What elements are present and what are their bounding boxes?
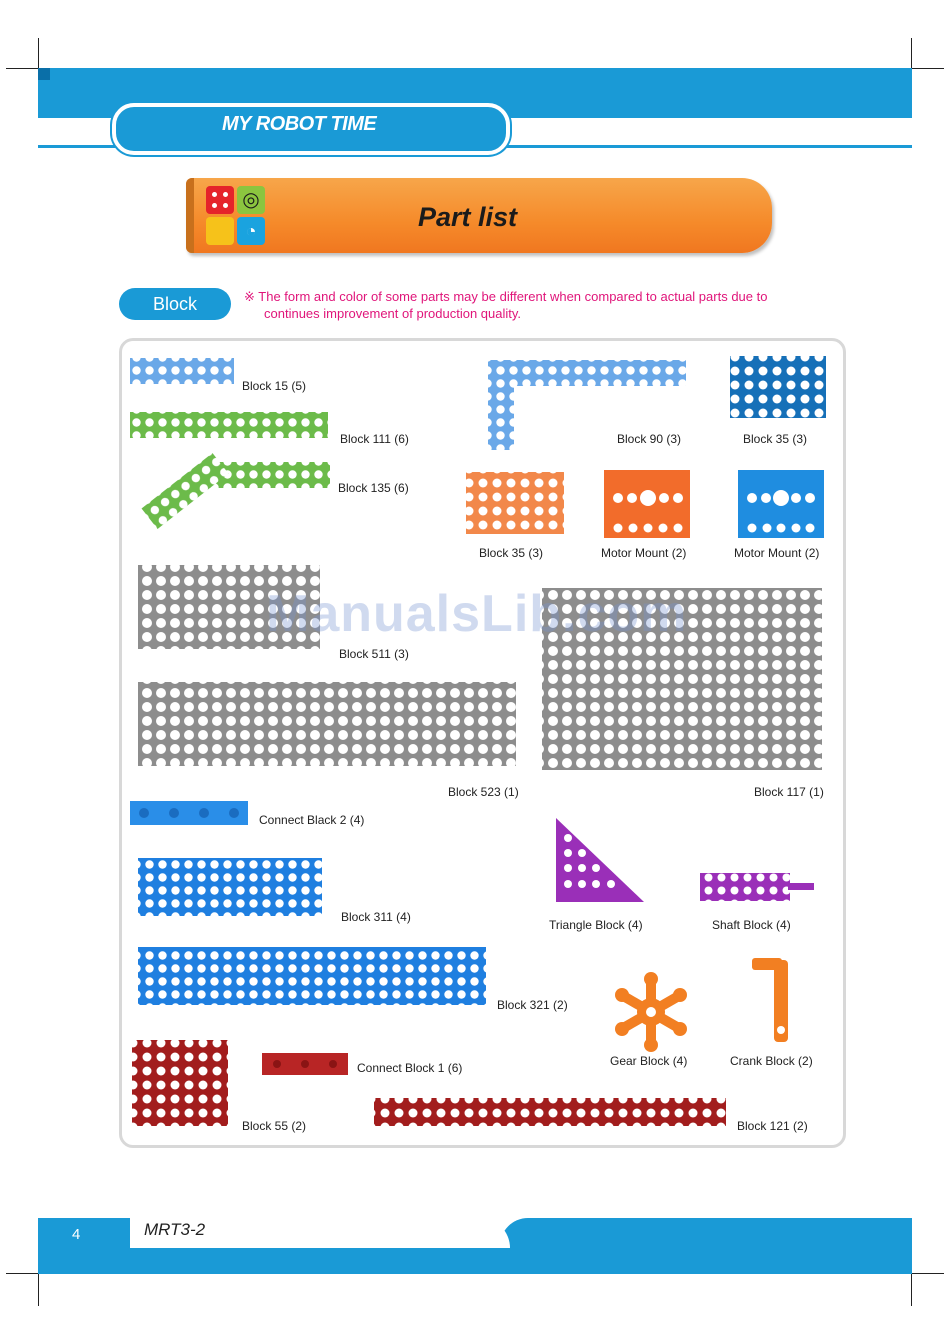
part-label: Triangle Block (4) xyxy=(549,918,643,932)
target-icon: ◎ xyxy=(237,186,265,214)
part-block-523 xyxy=(138,682,516,766)
part-motor-mount-orange xyxy=(604,470,690,538)
part-label: Block 523 (1) xyxy=(448,785,519,799)
header-title: MY ROBOT TIME xyxy=(222,113,377,135)
part-label: Block 55 (2) xyxy=(242,1119,307,1133)
footer-left-block xyxy=(38,1218,130,1246)
part-label: Motor Mount (2) xyxy=(734,546,820,560)
part-shaft-block xyxy=(700,873,814,901)
section-label: Block xyxy=(119,288,231,320)
part-triangle-block xyxy=(556,818,644,902)
page-number: 4 xyxy=(72,1226,81,1243)
part-block-15 xyxy=(130,358,234,384)
part-block-121 xyxy=(374,1098,726,1126)
part-label: Block 117 (1) xyxy=(754,785,824,799)
notice-line-2: continues improvement of production quality. xyxy=(264,306,522,321)
part-label: Block 35 (3) xyxy=(479,546,544,560)
part-block-35-orange xyxy=(466,472,564,534)
part-label: Block 511 (3) xyxy=(339,647,409,661)
part-label: Crank Block (2) xyxy=(730,1054,813,1068)
footer-right-block xyxy=(500,1218,912,1246)
part-label: Connect Block 1 (6) xyxy=(357,1061,463,1075)
part-label: Block 311 (4) xyxy=(341,910,411,924)
part-label: Block 121 (2) xyxy=(737,1119,808,1133)
part-block-35-blue xyxy=(730,356,826,418)
part-block-111 xyxy=(130,412,328,438)
part-label: Block 15 (5) xyxy=(242,379,307,393)
notice-line-1: ※ The form and color of some parts may be different when compared to actual parts due to xyxy=(244,289,768,304)
part-block-135 xyxy=(142,453,330,529)
part-block-321 xyxy=(138,947,486,1005)
part-motor-mount-blue xyxy=(738,470,824,538)
part-label: Connect Black 2 (4) xyxy=(259,813,365,827)
part-block-55 xyxy=(132,1040,228,1126)
part-connect-black-2 xyxy=(130,801,248,825)
part-gear-block xyxy=(615,972,687,1052)
part-connect-block-1 xyxy=(262,1053,348,1075)
part-label: Block 111 (6) xyxy=(340,432,409,446)
watermark: ManualsLib.com xyxy=(266,585,688,643)
part-label: Block 135 (6) xyxy=(338,481,409,495)
part-label: Block 90 (3) xyxy=(617,432,682,446)
part-label: Gear Block (4) xyxy=(610,1054,688,1068)
part-label: Shaft Block (4) xyxy=(712,918,791,932)
banner-title: Part list xyxy=(418,202,518,232)
part-label: Block 35 (3) xyxy=(743,432,808,446)
model-code: MRT3-2 xyxy=(144,1220,206,1239)
part-label: Block 321 (2) xyxy=(497,998,568,1012)
clock-icon: ◔ xyxy=(237,217,265,245)
part-block-311 xyxy=(138,858,322,916)
part-crank-block xyxy=(752,958,788,1042)
footer-band xyxy=(38,1244,912,1274)
part-label: Motor Mount (2) xyxy=(601,546,687,560)
